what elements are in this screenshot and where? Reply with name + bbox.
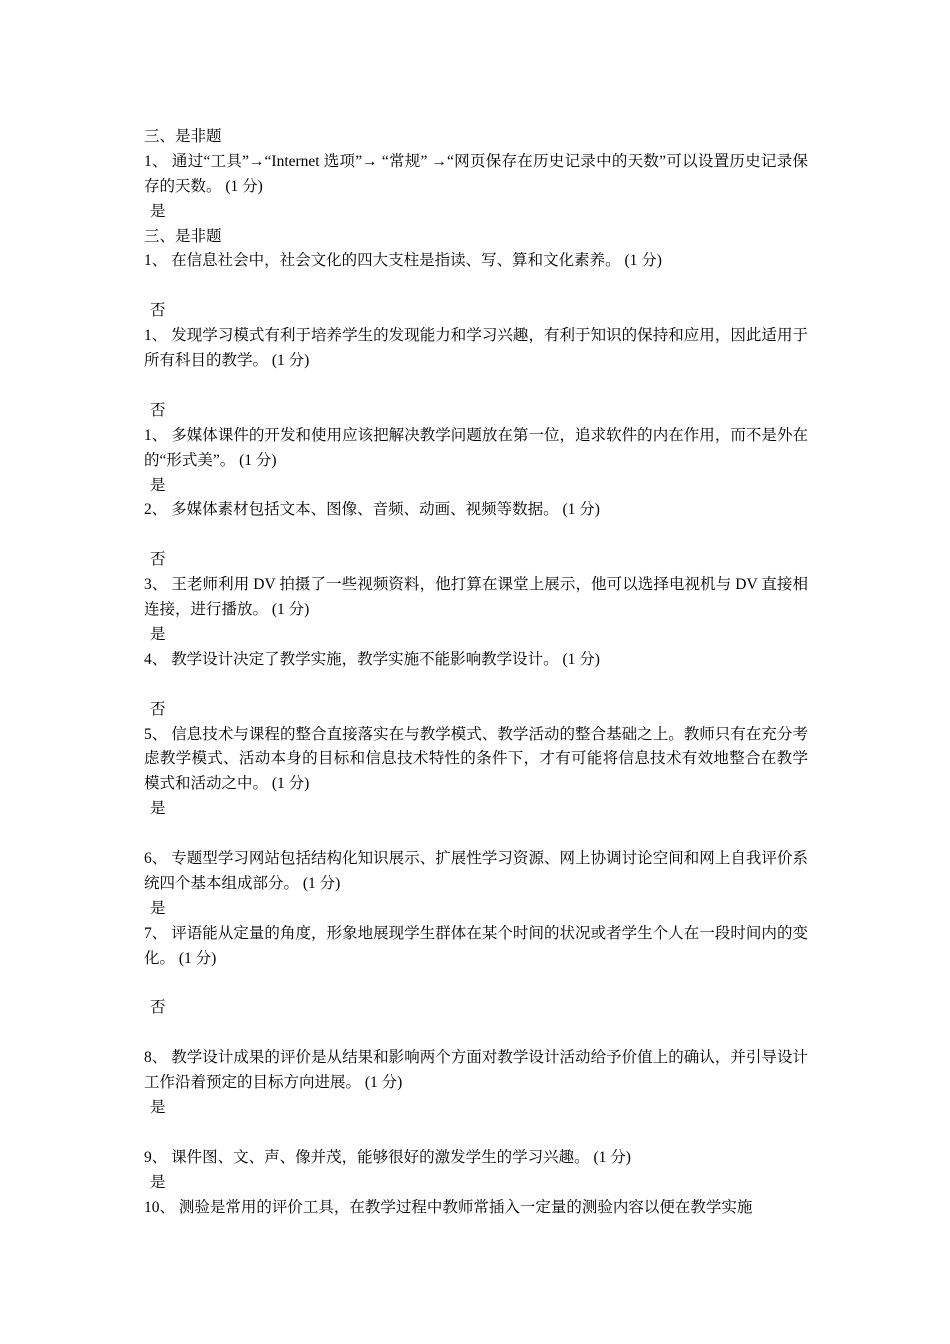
question-text: 9、 课件图、文、声、像并茂，能够很好的激发学生的学习兴趣。 (1 分) [144,1148,631,1166]
blank-line [144,1021,808,1046]
question-text: 1、 发现学习模式有利于培养学生的发现能力和学习兴趣，有利于知识的保持和应用，因此适用于所有科目的教学。 (1 分) [144,327,808,370]
document-page [144,125,808,1220]
question-text: 8、 教学设计成果的评价是从结果和影响两个方面对教学设计活动给予价值上的确认，并引导设计工作沿着预定的目标方向进展。 (1 分) [144,1049,808,1092]
answer-text: 否 [150,551,166,569]
blank-line [144,274,808,299]
answer-text: 是 [150,1099,166,1116]
section-heading: 三、是非题 [144,227,222,245]
question-text: 7、 评语能从定量的角度，形象地展现学生群体在某个时间的状况或者学生个人在一段时间内的变化。 (1 分) [144,924,808,967]
blank-line [144,1121,808,1146]
question-text: 3、 王老师利用 DV 拍摄了一些视频资料，他打算在课堂上展示，他可以选择电视机与 DV 直接相连接，进行播放。 (1 分) [144,576,808,619]
answer-text: 否 [150,401,166,419]
answer-text: 否 [150,302,166,320]
answer-text: 是 [150,899,166,917]
question-text: 5、 信息技术与课程的整合直接落实在与教学模式、教学活动的整合基础之上。教师只有在充分考虑教学模式、活动本身的目标和信息技术特性的条件下，才有可能将信息技术有效地整合在教学模式和活动之中。 (1 分) [144,725,808,793]
question-text: 1、 在信息社会中，社会文化的四大支柱是指读、写、算和文化素养。 (1 分) [144,252,662,270]
blank-line [144,822,808,847]
blank-line [144,972,808,997]
section-heading: 三、是非题 [144,128,222,145]
question-text: 1、 多媒体课件的开发和使用应该把解决教学问题放在第一位，追求软件的内在作用，而不是外在的“形式美”。 (1 分) [144,426,808,469]
question-text: 6、 专题型学习网站包括结构化知识展示、扩展性学习资源、网上协调讨论空间和网上自我评价系统四个基本组成部分。 (1 分) [144,850,808,892]
answer-text: 否 [150,700,166,718]
question-text: 2、 多媒体素材包括文本、图像、音频、动画、视频等数据。 (1 分) [144,501,600,519]
answer-text: 是 [150,800,166,818]
blank-line [144,673,808,698]
answer-text: 是 [150,1173,166,1191]
question-text: 4、 教学设计决定了教学实施，教学实施不能影响教学设计。 (1 分) [144,650,600,668]
answer-text: 是 [150,625,166,643]
blank-line [144,374,808,399]
question-text: 1、 通过“工具”→“Internet 选项”→ “常规” →“网页保存在历史记录中的天数”可以设置历史记录保存的天数。 (1 分) [144,152,808,195]
blank-line [144,523,808,548]
answer-text: 是 [150,202,166,220]
answer-text: 是 [150,476,166,494]
answer-text: 否 [150,999,166,1017]
question-text: 10、 测验是常用的评价工具，在教学过程中教师常插入一定量的测验内容以便在教学实施 [144,1198,753,1216]
